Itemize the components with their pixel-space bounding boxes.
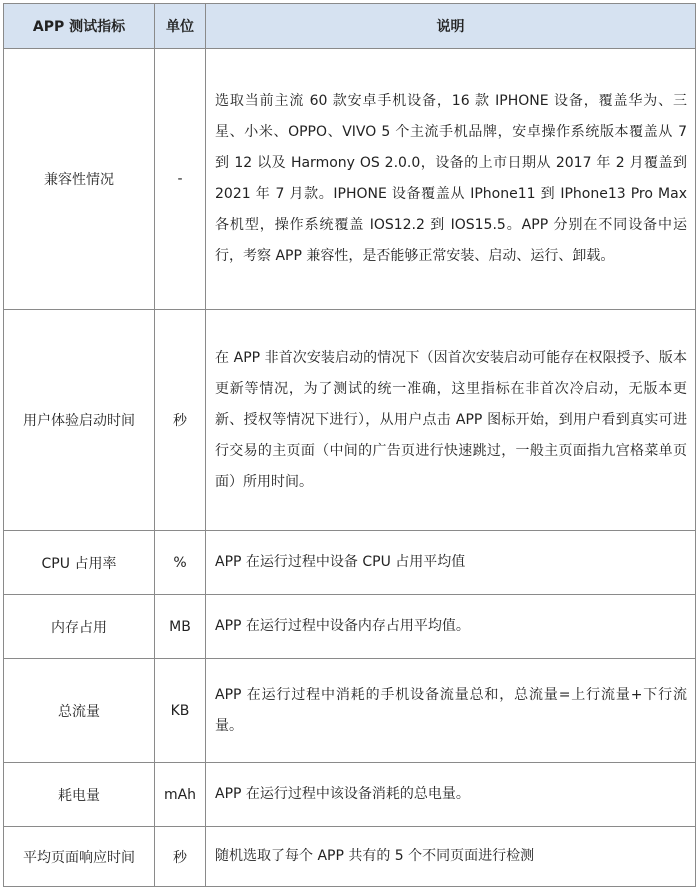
- description-cell: 选取当前主流 60 款安卓手机设备，16 款 IPHONE 设备，覆盖华为、三星、小米、OPPO、VIVO 5 个主流手机品牌，安卓操作系统版本覆盖从 7 到 12 以及 Harmony OS 2.0.0，设备的上市日期从 2017 年 2 月覆盖到 2021 年 7 月款。IPHONE 设备覆盖从 IPhone11 到 IPhone13 Pro Max 各机型，操作系统覆盖 IOS12.2 到 IOS15.5。APP 分别在不同设备中运行，考察 APP 兼容性，是否能够正常安装、启动、运行、卸载。: [206, 49, 696, 310]
- table-row: [4, 531, 696, 595]
- unit-cell: MB: [155, 595, 206, 659]
- table-row: [4, 49, 696, 310]
- table-row: [4, 310, 696, 531]
- metric-cell: 内存占用: [4, 595, 155, 659]
- metric-cell: 平均页面响应时间: [4, 827, 155, 887]
- description-cell: 随机选取了每个 APP 共有的 5 个不同页面进行检测: [206, 827, 696, 887]
- header-metric: APP 测试指标: [4, 4, 155, 49]
- unit-cell: 秒: [155, 827, 206, 887]
- unit-cell: mAh: [155, 763, 206, 827]
- description-cell: 在 APP 非首次安装启动的情况下（因首次安装启动可能存在权限授予、版本更新等情况，为了测试的统一准确，这里指标在非首次冷启动，无版本更新、授权等情况下进行），从用户点击 APP 图标开始，到用户看到真实可进行交易的主页面（中间的广告页进行快速跳过，一般主页面指九宫格菜单页面）所用时间。: [206, 310, 696, 531]
- unit-cell: %: [155, 531, 206, 595]
- metrics-table: [3, 3, 696, 887]
- metric-cell: 总流量: [4, 659, 155, 763]
- description-cell: APP 在运行过程中该设备消耗的总电量。: [206, 763, 696, 827]
- table-row: [4, 763, 696, 827]
- metric-cell: 用户体验启动时间: [4, 310, 155, 531]
- unit-cell: -: [155, 49, 206, 310]
- unit-cell: 秒: [155, 310, 206, 531]
- description-cell: APP 在运行过程中设备 CPU 占用平均值: [206, 531, 696, 595]
- header-row: [4, 4, 696, 49]
- table-row: [4, 827, 696, 887]
- unit-cell: KB: [155, 659, 206, 763]
- metric-cell: CPU 占用率: [4, 531, 155, 595]
- description-cell: APP 在运行过程中设备内存占用平均值。: [206, 595, 696, 659]
- description-cell: APP 在运行过程中消耗的手机设备流量总和，总流量=上行流量+下行流量。: [206, 659, 696, 763]
- metric-cell: 兼容性情况: [4, 49, 155, 310]
- table-row: [4, 659, 696, 763]
- table-header: [4, 4, 696, 49]
- table-body: [4, 49, 696, 887]
- table-row: [4, 595, 696, 659]
- header-unit: 单位: [155, 4, 206, 49]
- metric-cell: 耗电量: [4, 763, 155, 827]
- header-description: 说明: [206, 4, 696, 49]
